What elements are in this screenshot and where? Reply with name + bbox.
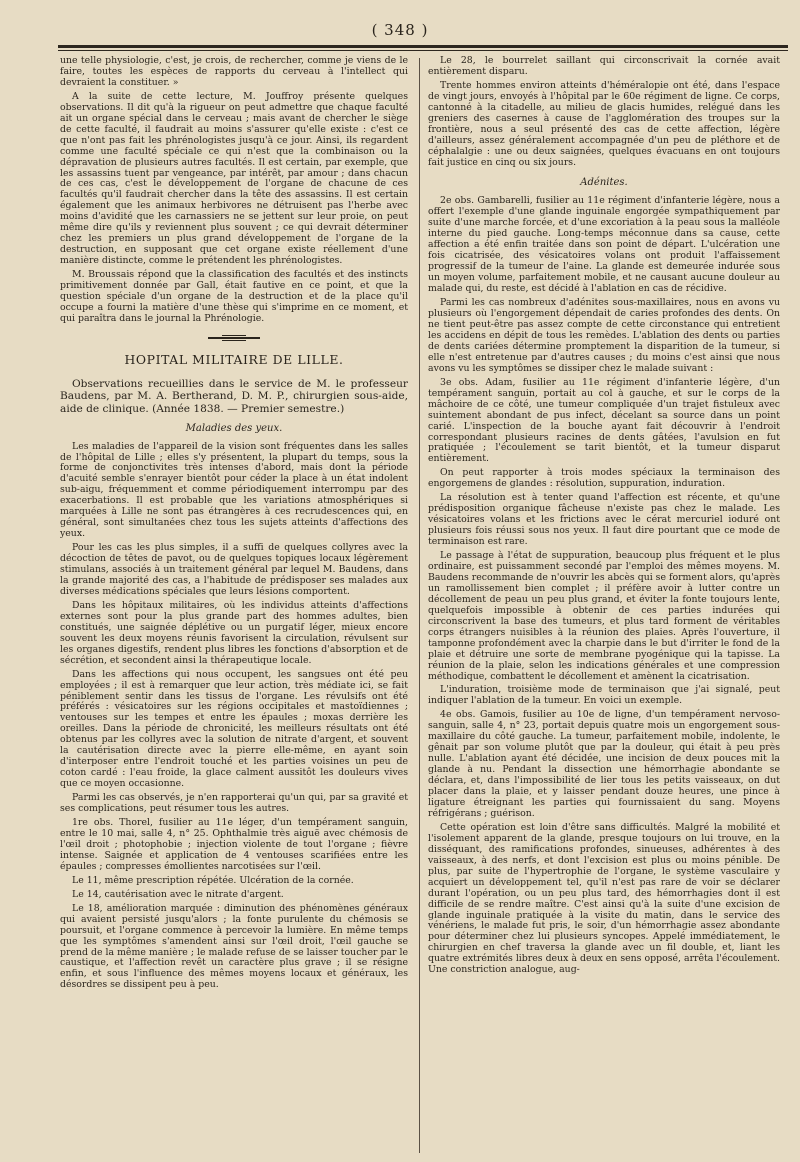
header-rule bbox=[58, 45, 788, 48]
right-column bbox=[428, 56, 780, 979]
paragraph: La résolution est à tenter quand l'affection est récente, et qu'une prédisposition organique fâcheuse n'existe pas chez le malade. Les vésicatoires volans et les frictions avec le cérat mercuriel ioduré ont plusieurs fois réussi sous nos yeux. Il faut dire pourtant que ce mode de terminaison est rare. bbox=[428, 492, 780, 548]
observation-3: 3e obs. Adam, fusilier au 11e régiment d'infanterie légère, d'un tempérament sanguin, portait au col à gauche, et sur le corps de la mâchoire de ce côté, une tumeur compliquée d'un trajet fistuleux avec suintement abondant de pus infect, décelant sa source dans un point carié. L'inspection de la bouche ayant fait découvrir à l'endroit correspondant plusieurs racines de dents gâtées, l'avulsion en fut pratiquée ; l'écoulement se tarit bientôt, et la tumeur disparut entièrement. bbox=[428, 376, 780, 465]
paragraph: Parmi les cas nombreux d'adénites sous-maxillaires, nous en avons vu plusieurs où l'engorgement dépendait de caries profondes des dents. On ne tient peut-être pas assez compte de cette circonstance qui entretient les accidens en dépit de tous les remèdes. L'ablation des dents ou parties de dents cariées détermine promptement la disparition de la tumeur, si elle n'est entretenue par d'autres causes ; du moins c'est ainsi que nous avons vu les symptômes se dissiper chez le malade suivant : bbox=[428, 297, 780, 374]
paragraph: A la suite de cette lecture, M. Jouffroy présente quelques observations. Il dit qu'à la rigueur on peut admettre que chaque faculté ait un organe spécial dans le cerveau ; mais avant de chercher le siège de cette faculté, il faudrait au moins s'assurer qu'elle existe : c'est ce que n'ont pas fait les phrénologistes jusqu'à ce jour. Ainsi, ils regardent comme une faculté spéciale ce qui n'est que la combinaison ou la dépravation de plusieurs autres facultés. Il est certain, par exemple, que les assassins tuent par vengeance, par intérêt, par amour ; dans chacun de ces cas, c'est le développement de l'organe de chacune de ces facultés qu'il faudrait chercher dans la tête des assassins. Il est certain également que les animaux herbivores ne détruisent pas l'herbe avec moins d'avidité que les carnassiers ne se jettent sur leur proie, on peut même dire qu'ils y reviennent plus souvent ; ce qui devrait déterminer chez les premiers un plus grand développement de l'organe de la destruction, en supposant que cet organe existe réellement d'une manière distincte, comme le prétendent les phrénologistes. bbox=[60, 90, 408, 267]
observation-1: 1re obs. Thorel, fusilier au 11e léger, d'un tempérament sanguin, entre le 10 mai, salle 4, n° 25. Ophthalmie très aiguë avec chémosis de l'œil droit ; photophobie ; injection violente de tout l'organe ; fièvre intense. Saignée et application de 4 ventouses scarifiées entre les épaules ; compresses émollientes narcotisées sur l'œil. bbox=[60, 817, 408, 872]
observation-4: 4e obs. Gamois, fusilier au 10e de ligne, d'un tempérament nervoso-sanguin, salle 4, n° 23, portait depuis quatre mois un engorgement sous-maxillaire du côté gauche. La tumeur, parfaitement mobile, indolente, le gênait par son volume plutôt que par la douleur, qui était à peu près nulle. L'ablation ayant été décidée, une incision de deux pouces mit la glande à nu. Pendant la dissection une hémorrhagie abondante se déclara, et, dans l'impossibilité de lier tous les petits vaisseaux, on dut placer dans la plaie, et y laisser pendant douze heures, une pince à ligature étreignant les parties qui fournissaient du sang. Moyens réfrigérans ; guérison. bbox=[428, 709, 780, 819]
paragraph: On peut rapporter à trois modes spéciaux la terminaison des engorgemens de glandes : résolution, suppuration, induration. bbox=[428, 467, 780, 490]
paragraph: Le 28, le bourrelet saillant qui circonscrivait la cornée avait entièrement disparu. bbox=[428, 55, 780, 77]
paragraph: Parmi les cas observés, je n'en rapporterai qu'un qui, par sa gravité et ses complications, peut résumer tous les autres. bbox=[60, 792, 408, 815]
paragraph: Le passage à l'état de suppuration, beaucoup plus fréquent et le plus ordinaire, est puissamment secondé par l'emploi des mêmes moyens. M. Baudens recommande de n'ouvrir les abcès qui se forment alors, qu'après un ramollissement bien complet ; il préfère avoir à lutter contre un décollement de peau un peu plus grand, et éviter la fonte toujours lente, quelquefois impossible à obtenir de ces parties indurées qui circonscrivent la base des tumeurs, et plus tard forment de véritables corps étrangers nuisibles à la réunion des plaies. Après l'ouverture, il tamponne profondément avec la charpie dans le but d'irriter le fond de la plaie et détruire une sorte de membrane pyogénique qui la tapisse. La réunion de la plaie, selon les indications générales et une compression méthodique, combattent le décollement et amènent la cicatrisation. bbox=[428, 550, 780, 682]
section-title: HOPITAL MILITAIRE DE LILLE. bbox=[124, 351, 344, 367]
left-column bbox=[60, 56, 408, 994]
observations-intro: Observations recueillies dans le service de M. le professeur Baudens, par M. A. Bertherand, D. M. P., chirurgien sous-aide, aide de clinique. (Année 1838. — Premier semestre.) bbox=[60, 377, 408, 416]
header-rule-thin bbox=[58, 50, 788, 51]
subheading-maladies-yeux: Maladies des yeux. bbox=[185, 422, 283, 434]
paragraph: Pour les cas les plus simples, il a suffi de quelques collyres avec la décoction de têtes de pavot, ou de quelques topiques locaux légèrement stimulans, associés à un traitement général par lequel M. Baudens, dans la grande majorité des cas, a l'habitude de prédisposer ses malades aux diverses médications spéciales que leurs lésions comportent. bbox=[60, 542, 408, 597]
paragraph: Dans les affections qui nous occupent, les sangsues ont été peu employées ; il est à remarquer que leur action, très médiate ici, se fait péniblement sentir dans les tissus de l'organe. Les révulsifs ont été préférés : vésicatoires sur les régions occipitales et mastoïdiennes ; ventouses sur les tempes et entre les épaules ; moxas derrière les oreilles. Dans la période de chronicité, les meilleurs résultats ont été obtenus par les collyres avec la solution de nitrate d'argent, et souvent la cautérisation directe avec la pierre elle-même, en ayant soin d'interposer entre l'endroit touché et les parties voisines un peu de coton cardé : l'eau froide, la glace calment aussitôt les douleurs vives que ce moyen occasionne. bbox=[60, 668, 408, 790]
section-ornament bbox=[208, 335, 260, 341]
paragraph: Le 14, cautérisation avec le nitrate d'argent. bbox=[72, 888, 284, 900]
paragraph: M. Broussais répond que la classification des facultés et des instincts primitivement donnée par Gall, était fautive en ce point, et que la question spéciale d'un organe de la destruction et de la place qu'il occupe a fourni la matière d'une thèse qui s'imprime en ce moment, et qui paraîtra dans le journal la Phrénologie. bbox=[60, 269, 408, 324]
column-divider bbox=[419, 58, 420, 1153]
paragraph: une telle physiologie, c'est, je crois, de rechercher, comme je viens de le faire, toutes les espèces de rapports du cerveau à l'intellect qui devraient la constituer. » bbox=[60, 55, 408, 88]
paragraph: Le 18, amélioration marquée : diminution des phénomènes généraux qui avaient persisté jusqu'alors ; la fonte purulente du chémosis se poursuit, et l'organe commence à percevoir la lumière. En même temps que les symptômes s'amendent ainsi sur l'œil droit, l'œil gauche se prend de la même manière ; le malade refuse de se laisser toucher par le caustique, et l'affection revêt un caractère plus grave ; il se résigne enfin, et sous l'influence des mêmes moyens locaux et généraux, les désordres se dissipent peu à peu. bbox=[60, 902, 408, 991]
paragraph: Le 11, même prescription répétée. Ulcération de la cornée. bbox=[72, 874, 354, 886]
page-number: ( 348 ) bbox=[371, 21, 429, 39]
paragraph: L'induration, troisième mode de terminaison que j'ai signalé, peut indiquer l'ablation de la tumeur. En voici un exemple. bbox=[428, 684, 780, 707]
paragraph: Les maladies de l'appareil de la vision sont fréquentes dans les salles de l'hôpital de Lille ; elles s'y présentent, la plupart du temps, sous la forme de conjonctivites très intenses d'abord, mais dont la période d'acuité semble s'enrayer bientôt pour céder la place à un état indolent sub-aigu, fréquemment et comme périodiquement interrompu par des exacerbations. Il est probable que les variations atmosphériques si marquées à Lille ne sont pas étrangères à ces recrudescences qui, en général, sont simultanées chez tous les sujets atteints d'affections des yeux. bbox=[60, 440, 408, 540]
observation-2: 2e obs. Gambarelli, fusilier au 11e régiment d'infanterie légère, nous a offert l'exemple d'une glande inguinale engorgée sympathiquement par suite d'une marche forcée, et d'une excoriation à la peau sous la malléole interne du pied gauche. Long-temps méconnue dans sa cause, cette affection a été enfin traitée dans son point de départ. L'ulcération une fois cicatrisée, des vésicatoires volans ont produit l'affaissement progressif de la tumeur de l'aine. La glande est demeurée indurée sous un moyen volume, parfaitement mobile, et ne causant aucune douleur au malade qui, du reste, est décidé à l'ablation en cas de récidive. bbox=[428, 195, 780, 295]
paragraph: Trente hommes environ atteints d'héméralopie ont été, dans l'espace de vingt jours, envoyés à l'hôpital par le 60e régiment de ligne. Ce corps, cantonné à la citadelle, au milieu de glacis humides, relégué dans les greniers des casernes à cause de l'agglomération des troupes sur la frontière, nous a seul présenté des cas de cette affection, légère d'ailleurs, assez généralement accompagnée d'un peu de pléthore et de céphalalgie : une ou deux saignées, quelques évacuans en ont toujours fait justice en cinq ou six jours. bbox=[428, 79, 780, 168]
paragraph: Cette opération est loin d'être sans difficultés. Malgré la mobilité et l'isolement apparent de la glande, presque toujours on lui trouve, en la disséquant, des ramifications profondes, sinueuses, adhérentes à des vaisseaux, à des nerfs, et dont l'excision est plus ou moins pénible. De plus, par suite de l'hypertrophie de l'organe, le système vasculaire y acquiert un développement tel, qu'il n'est pas rare de voir se déclarer durant l'opération, ou un peu plus tard, des hémorrhagies dont il est difficile de se rendre maître. C'est ainsi qu'à la suite d'une excision de glande inguinale pratiquée à la visite du matin, dans le service des vénériens, le malade fut pris, le soir, d'un hémorrhagie assez abondante pour déterminer chez lui plusieurs syncopes. Appelé immédiatement, le chirurgien en chef traversa la glande avec un fil double, et, liant les quatre extrémités libres deux à deux en sens opposé, arrêta l'écoulement. Une constriction analogue, aug- bbox=[428, 821, 780, 976]
paragraph: Dans les hôpitaux militaires, où les individus atteints d'affections externes sont pour la plus grande part des hommes adultes, bien constitués, une saignée déplétive ou un purgatif léger, mieux encore souvent les deux moyens réunis favorisent la circulation, révulsent sur les organes digestifs, rendent plus libres les fonctions d'absorption et de sécrétion, et secondent ainsi la thérapeutique locale. bbox=[60, 599, 408, 666]
subheading-adenites: Adénites. bbox=[580, 176, 628, 188]
